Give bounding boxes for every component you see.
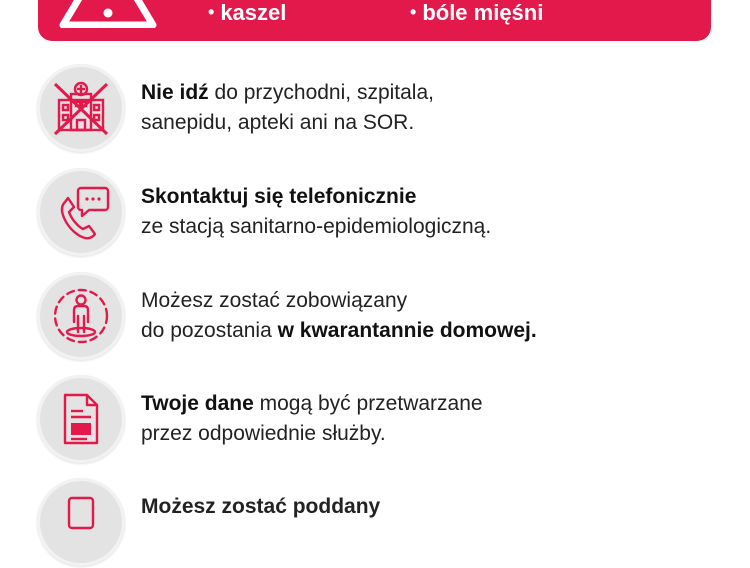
advice-item-no-visit xyxy=(37,64,727,154)
phone-call-icon xyxy=(51,182,111,242)
icon-circle xyxy=(37,168,125,256)
advice-text: Możesz zostać zobowiązany do pozostania w kwarantannie domowej. xyxy=(141,289,537,342)
advice-text: Skontaktuj się telefonicznie ze stacją sanitarno-epidemiologiczną. xyxy=(141,185,492,238)
symptom-item: • bóle mięśni xyxy=(410,0,544,25)
icon-circle xyxy=(37,375,125,463)
advice-item-data xyxy=(37,375,727,465)
advice-item-quarantine xyxy=(37,272,727,362)
symptom-item: • kaszel xyxy=(208,0,287,25)
warning-triangle-icon xyxy=(58,0,158,28)
icon-circle xyxy=(37,478,125,566)
advice-item-partial xyxy=(37,478,727,568)
person-quarantine-icon xyxy=(51,286,111,346)
hospital-crossed-icon xyxy=(51,78,111,138)
advice-text: Twoje dane mogą być przetwarzane przez odpowiednie służby. xyxy=(141,392,483,445)
document-icon xyxy=(51,389,111,449)
advice-text: Nie idź do przychodni, szpitala, sanepidu, apteki ani na SOR. xyxy=(141,81,434,134)
symptoms-banner xyxy=(38,0,711,41)
advice-text: Możesz zostać poddany xyxy=(141,495,381,518)
icon-circle xyxy=(37,64,125,152)
advice-item-call xyxy=(37,168,727,258)
icon-circle xyxy=(37,272,125,360)
partial-icon xyxy=(51,492,111,552)
